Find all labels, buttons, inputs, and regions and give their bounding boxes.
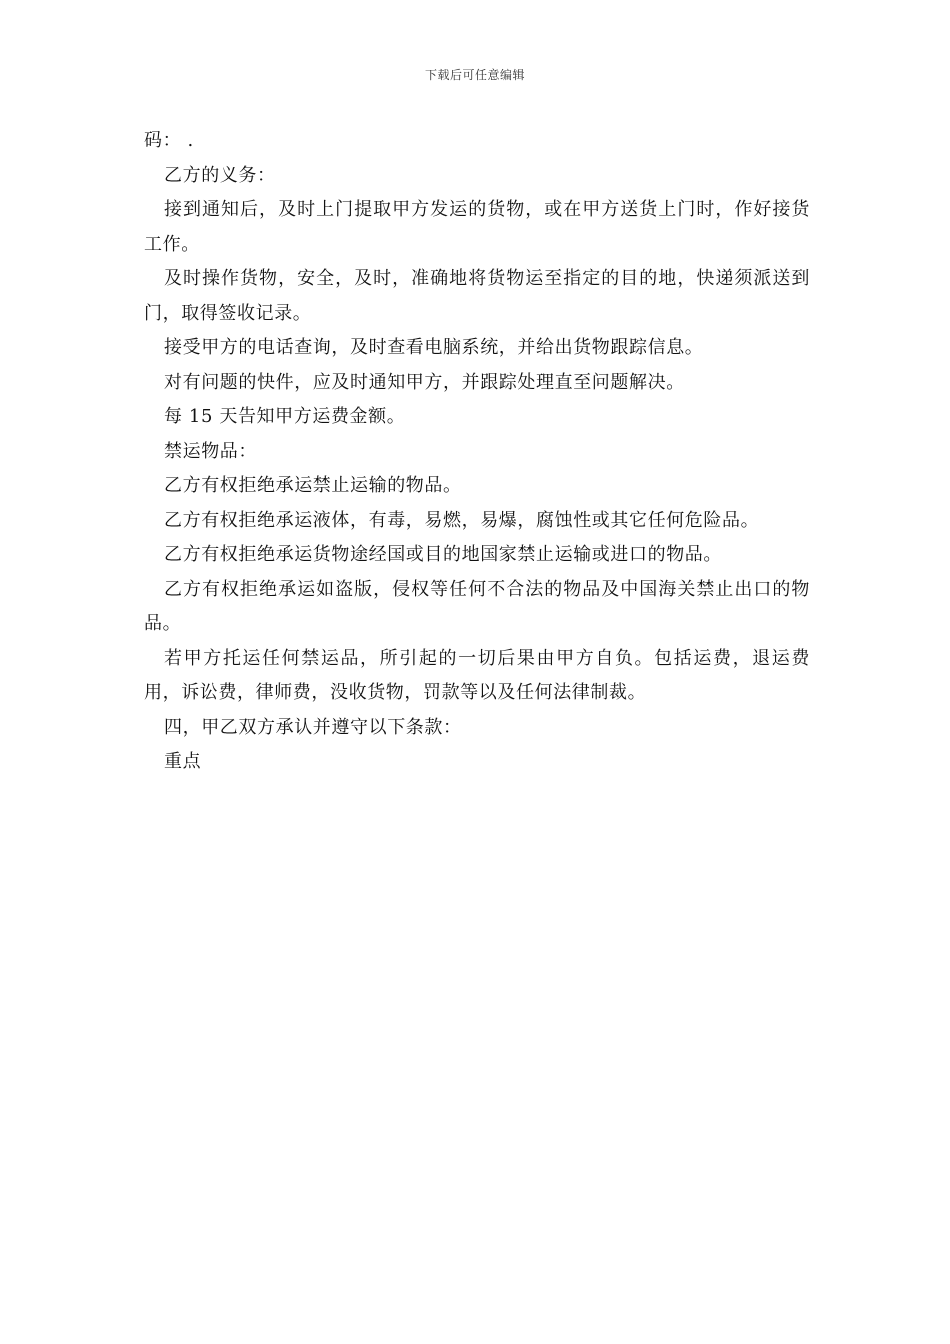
paragraph-refuse-prohibited: 乙方有权拒绝承运禁止运输的物品。 — [164, 475, 462, 496]
paragraph-refuse-illegal: 乙方有权拒绝承运如盗版，侵权等任何不合法的物品及中国海关禁止出口的物品。 — [144, 578, 810, 634]
paragraph-section-four: 四，甲乙双方承认并遵守以下条款： — [164, 716, 462, 738]
paragraph-refuse-import-banned: 乙方有权拒绝承运货物途经国或目的地国家禁止运输或进口的物品。 — [164, 544, 722, 565]
paragraph-phone-inquiry: 接受甲方的电话查询，及时查看电脑系统，并给出货物跟踪信息。 — [164, 337, 704, 358]
paragraph-pickup-notice: 接到通知后，及时上门提取甲方发运的货物，或在甲方送货上门时，作好接货工作。 — [144, 199, 810, 255]
paragraph-problem-shipments: 对有问题的快件，应及时通知甲方，并跟踪处理直至问题解决。 — [164, 371, 685, 393]
paragraph-code-fragment: 码： . — [144, 130, 194, 151]
document-body — [144, 124, 810, 780]
paragraph-key-points: 重点 — [164, 751, 202, 772]
paragraph-timely-delivery: 及时操作货物，安全，及时，准确地将货物运至指定的目的地，快递须派送到门，取得签收记录。 — [144, 268, 810, 324]
paragraph-refuse-dangerous: 乙方有权拒绝承运液体，有毒，易燃，易爆，腐蚀性或其它任何危险品。 — [164, 509, 760, 531]
paragraph-party-b-obligations-heading: 乙方的义务： — [164, 164, 276, 186]
page-header: 下载后可任意编辑 — [424, 68, 525, 82]
paragraph-prohibited-items-heading: 禁运物品： — [164, 440, 257, 462]
paragraph-consequences: 若甲方托运任何禁运品，所引起的一切后果由甲方自负。包括运费，退运费用，诉讼费，律师费，没收货物，罚款等以及任何法律制裁。 — [144, 647, 810, 703]
paragraph-freight-notice: 每 15 天告知甲方运费金额。 — [164, 406, 406, 427]
